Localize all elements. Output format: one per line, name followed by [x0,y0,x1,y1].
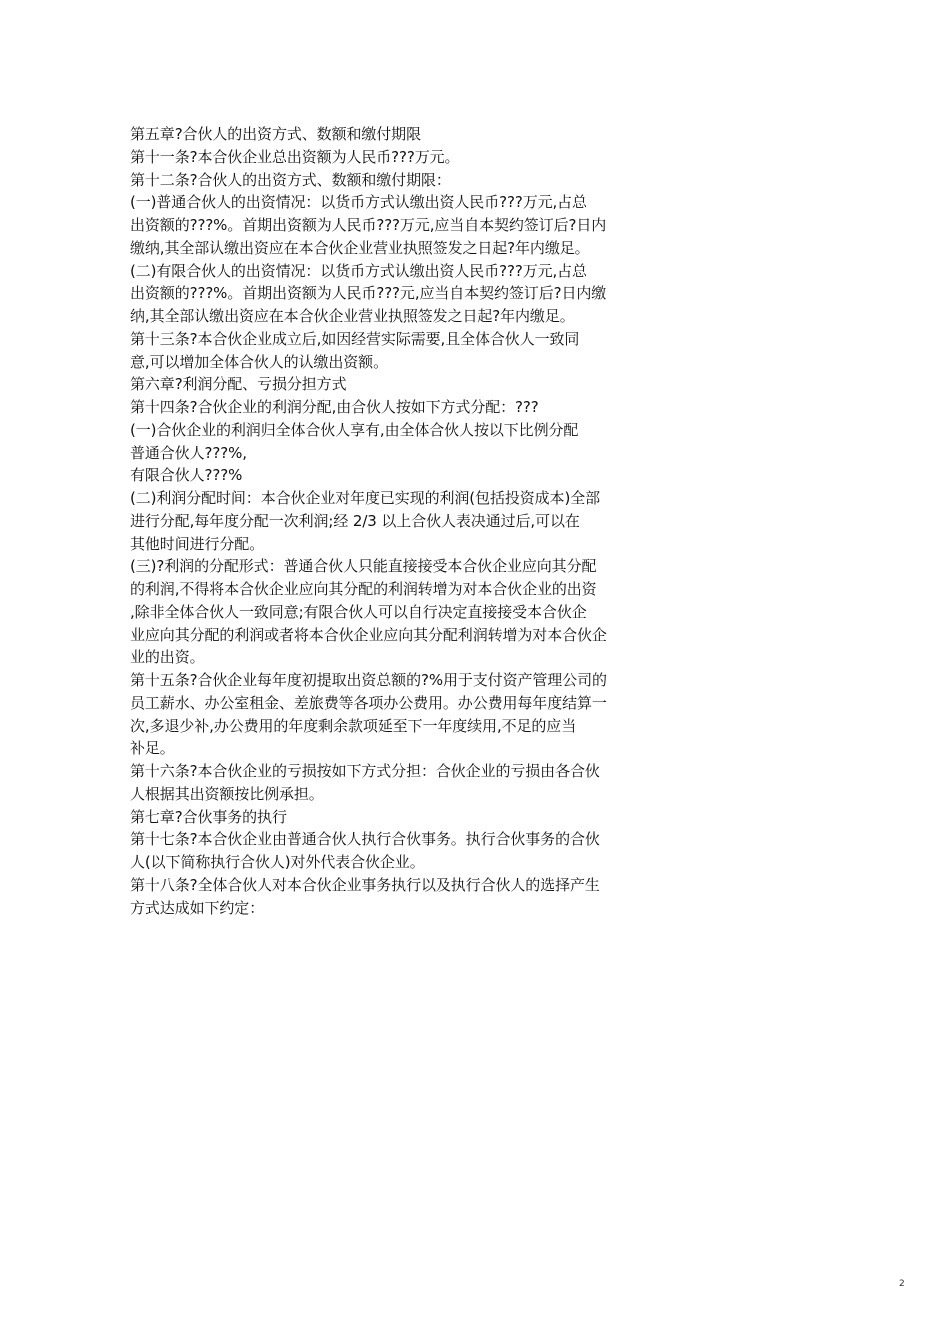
text-line: 第十一条?本合伙企业总出资额为人民币???万元。 [130,147,460,166]
text-line: 第十八条?全体合伙人对本合伙企业事务执行以及执行合伙人的选择产生 [130,875,600,894]
document-body [130,123,650,919]
text-line: 的利润,不得将本合伙企业应向其分配的利润转增为对本合伙企业的出资 [130,580,597,598]
text-line: 员工薪水、办公室租金、差旅费等各项办公费用。办公费用每年度结算一 [130,693,607,712]
text-line: 第五章?合伙人的出资方式、数额和缴付期限 [130,125,421,143]
text-line: 出资额的???%。首期出资额为人民币???元,应当自本契约签订后?日内缴 [130,284,607,303]
text-line: 其他时间进行分配。 [130,534,265,553]
text-line: 出资额的???%。首期出资额为人民币???万元,应当自本契约签订后?日内 [130,216,607,234]
text-line: (二)有限合伙人的出资情况：以货币方式认缴出资人民币???万元,占总 [130,261,587,280]
text-line: (一)普通合伙人的出资情况：以货币方式认缴出资人民币???万元,占总 [130,193,587,212]
text-line: 第十七条?本合伙企业由普通合伙人执行合伙事务。执行合伙事务的合伙 [130,830,600,849]
text-line: 第六章?利润分配、亏损分担方式 [130,375,347,394]
text-line: 次,多退少补,办公费用的年度剩余款项延至下一年度续用,不足的应当 [130,716,577,735]
text-line: 第十二条?合伙人的出资方式、数额和缴付期限： [130,170,451,189]
text-line: (三)?利润的分配形式：普通合伙人只能直接接受本合伙企业应向其分配 [130,557,597,576]
text-line: 有限合伙人???% [130,466,243,485]
text-line: 普通合伙人???%, [130,443,247,462]
text-line: 缴纳,其全部认缴出资应在本合伙企业营业执照签发之日起?年内缴足。 [130,238,590,257]
text-line: 第十三条?本合伙企业成立后,如因经营实际需要,且全体合伙人一致同 [130,329,580,348]
text-line: 业的出资。 [130,648,205,667]
page-number: 2 [899,1279,905,1289]
text-line: (一)合伙企业的利润归全体合伙人享有,由全体合伙人按以下比例分配 [130,420,579,439]
text-line: 人根据其出资额按比例承担。 [130,784,324,803]
text-line: 业应向其分配的利润或者将本合伙企业应向其分配利润转增为对本合伙企 [130,625,607,644]
text-line: 第十六条?本合伙企业的亏损按如下方式分担：合伙企业的亏损由各合伙 [130,762,600,780]
text-line: 人(以下简称执行合伙人)对外代表合伙企业。 [130,853,425,871]
text-line: (二)利润分配时间：本合伙企业对年度已实现的利润(包括投资成本)全部 [130,489,601,507]
text-line: 纳,其全部认缴出资应在本合伙企业营业执照签发之日起?年内缴足。 [130,307,575,325]
text-line: 进行分配,每年度分配一次利润;经 2/3 以上合伙人表决通过后,可以在 [130,511,580,530]
text-line: 第十四条?合伙企业的利润分配,由合伙人按如下方式分配：??? [130,398,539,416]
text-line: 意,可以增加全体合伙人的认缴出资额。 [130,352,388,371]
text-line: 第七章?合伙事务的执行 [130,807,287,826]
text-line: 补足。 [130,739,175,758]
text-line: ,除非全体合伙人一致同意;有限合伙人可以自行决定直接接受本合伙企 [130,602,587,621]
text-line: 方式达成如下约定： [130,898,265,917]
text-line: 第十五条?合伙企业每年度初提取出资总额的?%用于支付资产管理公司的 [130,671,607,689]
